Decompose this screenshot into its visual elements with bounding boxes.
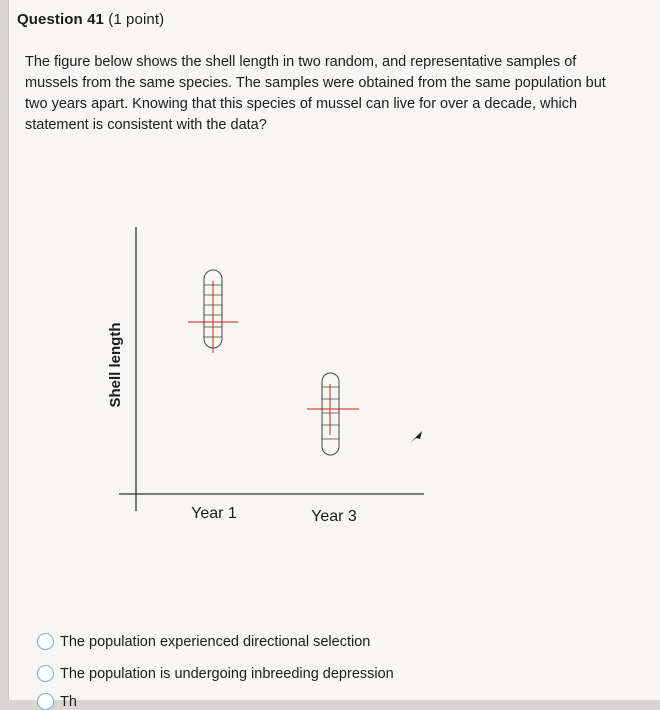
question-number: Question 41 xyxy=(17,11,104,28)
mouse-pointer-icon xyxy=(409,430,423,444)
answer-option-partial[interactable] xyxy=(37,693,77,710)
question-points: (1 point) xyxy=(108,11,165,28)
year3-sample-column xyxy=(307,373,359,455)
answer-option-label: The population is undergoing inbreeding depression xyxy=(60,665,394,682)
radio-button[interactable] xyxy=(37,633,54,650)
answer-option-directional-selection[interactable] xyxy=(37,633,370,650)
shell-length-figure xyxy=(89,215,429,525)
radio-button[interactable] xyxy=(37,693,54,710)
year1-label: Year 1 xyxy=(191,505,237,522)
question-text: The figure below shows the shell length in two random, and representative samples of mussels from the same species. The samples were obtained from the same population but two years apart. Knowing that this species of mussel can live for over a decade, which statement is consistent with the data? xyxy=(25,54,606,133)
question-header xyxy=(17,11,164,28)
answer-option-inbreeding-depression[interactable] xyxy=(37,665,394,682)
year3-label: Year 3 xyxy=(311,508,357,525)
answer-option-label: Th xyxy=(60,693,77,710)
radio-button[interactable] xyxy=(37,665,54,682)
y-axis-label: Shell length xyxy=(107,322,124,408)
year1-sample-column xyxy=(188,270,238,353)
question-card xyxy=(8,0,660,710)
answer-option-label: The population experienced directional selection xyxy=(60,633,371,650)
